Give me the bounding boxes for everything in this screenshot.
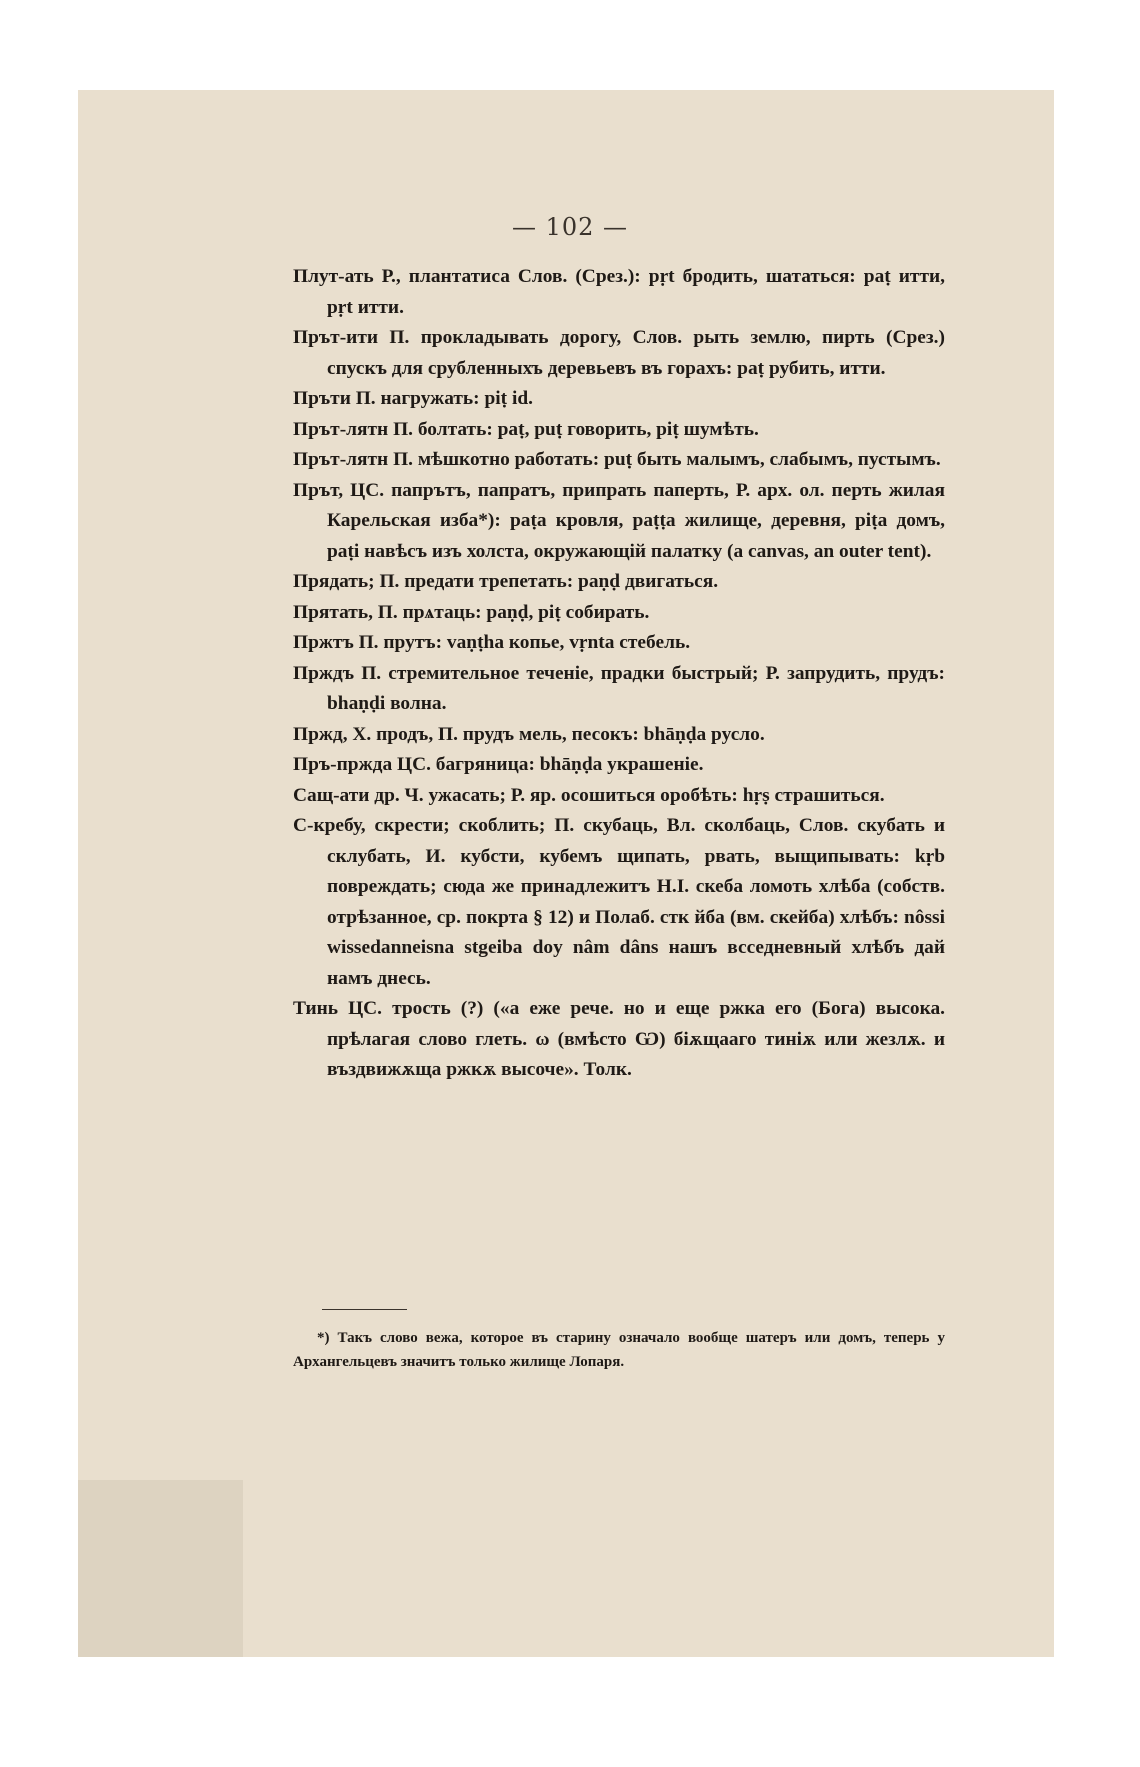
entry-prut: Пржтъ П. прутъ: vaṇṭha копье, vṛnta стебель. [293, 632, 691, 653]
entry-tin: Тинь ЦС. трость (?) («а еже рече. но и еще ржка его (Бога) высока. прѣлагая слово глеть. ω (вмѣсто Ѡ) біѫщааго тиніѫ или жезлѫ. и въздвижѫща ржкѫ высоче». Толк. [293, 998, 945, 1080]
entry-prtiti: Прът-ити П. прокладывать дорогу, Слов. рыть землю, пирть (Срез.) спускъ для срубленныхъ деревьевъ въ горахъ: paṭ рубить, итти. [293, 327, 945, 379]
footnote [293, 1326, 945, 1374]
scan-shadow [78, 1480, 243, 1657]
page-number: — 102 — [511, 213, 629, 241]
entry-prud-2: Пржд, Х. продъ, П. прудъ мель, песокъ: bhāṇḍa русло. [293, 723, 765, 745]
entry-skrebu: С-кребу, скрести; скоблить; П. скубаць, Вл. сколбаць, Слов. скубать и склубать, И. кубсти, кубемъ щипать, рвать, выщипывать: kṛb повреждать; сюда же принадлежитъ Н.І. скеба ломоть хлѣба (собств. отрѣзанное, ср. покрта § 12) и Полаб. стк йба (вм. скейба) хлѣбъ: nôssi wissedanneisna stgeiba doy nâm dâns нашъ всседневный хлѣбъ дай намъ днесь. [293, 815, 945, 989]
entry-prud: Прждъ П. стремительное теченіе, прадки быстрый; Р. запрудить, прудъ: bhaṇḍi волна. [293, 662, 945, 714]
entry-prtiti-2: Пръти П. нагружать: piṭ id. [293, 388, 533, 409]
entry-pryatat: Прятать, П. прѧтаць: paṇḍ, piṭ собирать. [293, 601, 650, 623]
entry-prprzhda: Пръ-пржда ЦС. багряница: bhāṇḍa украшеніе. [293, 754, 704, 775]
entry-pryadat: Прядать; П. предати трепетать: paṇḍ двигаться. [293, 571, 719, 592]
entry-plutat: Плут-ать Р., плантатиса Слов. (Срез.): pṛt бродить, шататься: paṭ итти, pṛt итти. [293, 266, 945, 318]
footnote-text: *) Такъ слово вежа, которое въ старину означало вообще шатеръ или домъ, теперь у Архангельцевъ значитъ только жилище Лопаря. [293, 1330, 945, 1370]
dictionary-body [293, 262, 945, 1086]
entry-sashati: Сащ-ати др. Ч. ужасать; Р. яр. осошиться оробѣть: hṛṣ страшиться. [293, 784, 885, 806]
entry-prtlyati: Прът-лятн П. болтать: paṭ, puṭ говорить, piṭ шумѣть. [293, 418, 759, 440]
entry-prt: Прът, ЦС. папрътъ, папратъ, припрать паперть, Р. арх. ол. перть жилая Карельская изба*): paṭa кровля, paṭṭa жилище, деревня, piṭa домъ, paṭi навѣсъ изъ холста, окружающій палатку (a canvas, an outer tent). [293, 479, 945, 562]
footnote-rule [322, 1309, 407, 1310]
entry-prtlyati-2: Прът-лятн П. мѣшкотно работать: puṭ быть малымъ, слабымъ, пустымъ. [293, 449, 941, 470]
